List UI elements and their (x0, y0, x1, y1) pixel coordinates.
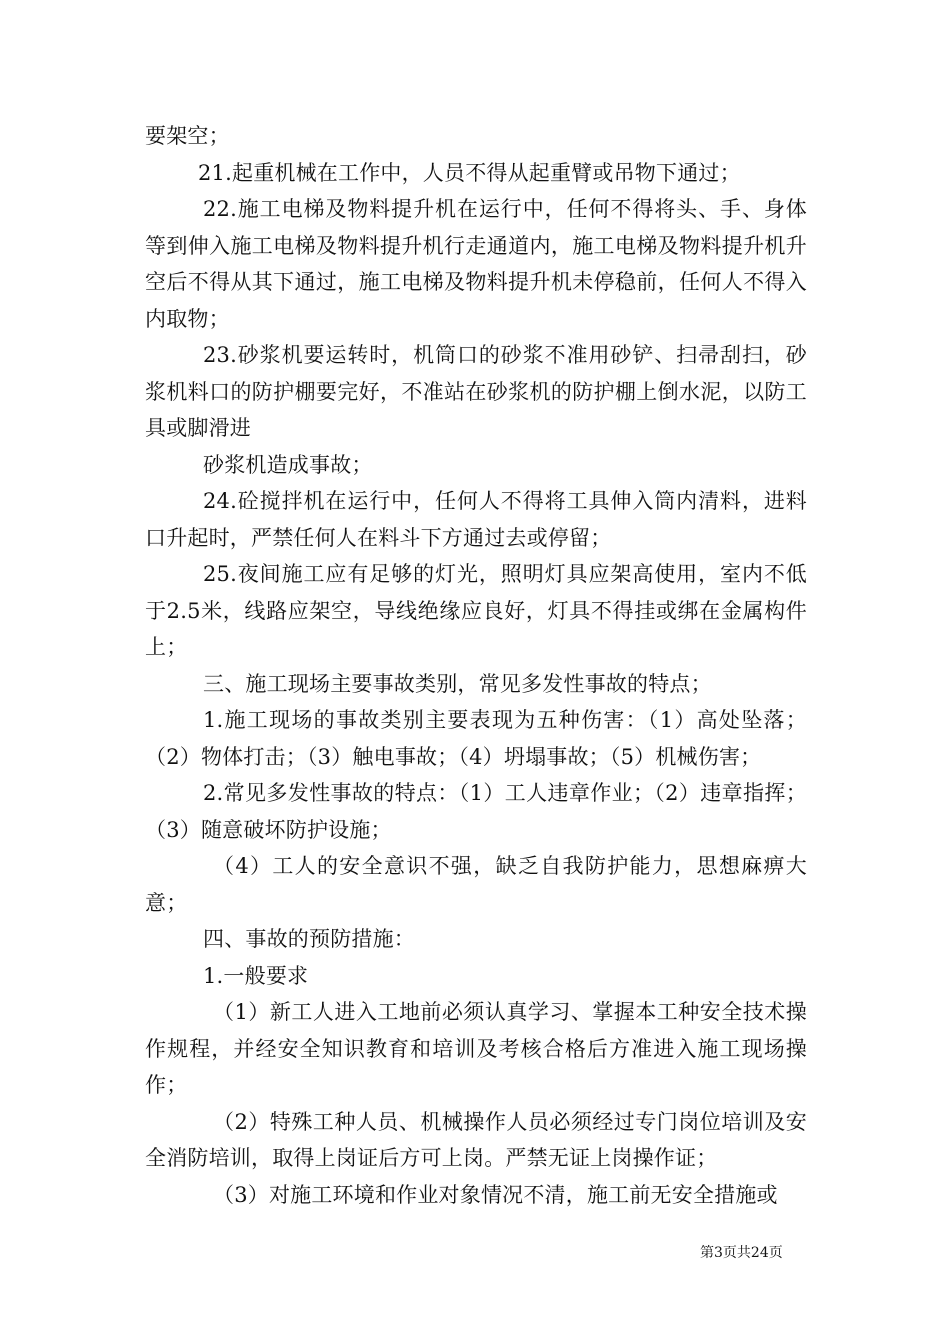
paragraph: 砂浆机造成事故； (203, 452, 373, 477)
paragraph: 23.砂浆机要运转时，机筒口的砂浆不准用砂铲、扫帚刮扫，砂浆机料口的防护棚要完好，不准站在砂浆机的防护棚上倒水泥，以防工具或脚滑进 (145, 343, 807, 440)
section-heading: 三、施工现场主要事故类别，常见多发性事故的特点； (203, 671, 712, 696)
paragraph: 25.夜间施工应有足够的灯光，照明灯具应架高使用，室内不低于2.5米，线路应架空，导线绝缘应良好，灯具不得挂或绑在金属构件上； (145, 562, 807, 659)
paragraph: 24.砼搅拌机在运行中，任何人不得将工具伸入筒内清料，进料口升起时，严禁任何人在料斗下方通过去或停留； (145, 489, 807, 550)
paragraph: （1）新工人进入工地前必须认真学习、掌握本工种安全技术操作规程，并经安全知识教育和培训及考核合格后方准进入施工现场操作； (145, 1000, 807, 1097)
paragraph: （2）特殊工种人员、机械操作人员必须经过专门岗位培训及安全消防培训，取得上岗证后方可上岗。严禁无证上岗操作证； (145, 1109, 807, 1170)
paragraph: 22.施工电梯及物料提升机在运行中，任何不得将头、手、身体等到伸入施工电梯及物料提升机行走通道内，施工电梯及物料提升机升空后不得从其下通过，施工电梯及物料提升机未停稳前，任何人不得入内取物； (145, 197, 807, 331)
paragraph: 2.常见多发性事故的特点：（1）工人违章作业；（2）违章指挥；（3）随意破坏防护设施； (145, 781, 807, 842)
paragraph: 要架空； (145, 124, 230, 148)
paragraph: 1.施工现场的事故类别主要表现为五种伤害：（1）高处坠落；（2）物体打击；（3）触电事故；（4）坍塌事故；（5）机械伤害； (145, 708, 807, 769)
paragraph: 21.起重机械在工作中，人员不得从起重臂或吊物下通过； (198, 160, 741, 185)
document-body (145, 118, 807, 1213)
section-heading: 四、事故的预防措施： (203, 927, 415, 951)
paragraph: （4）工人的安全意识不强，缺乏自我防护能力，思想麻痹大意； (145, 854, 807, 915)
page-number: 第3页共24页 (700, 1245, 783, 1261)
paragraph: （3）对施工环境和作业对象情况不清，施工前无安全措施或 (213, 1182, 778, 1207)
subheading: 1.一般要求 (203, 963, 309, 988)
